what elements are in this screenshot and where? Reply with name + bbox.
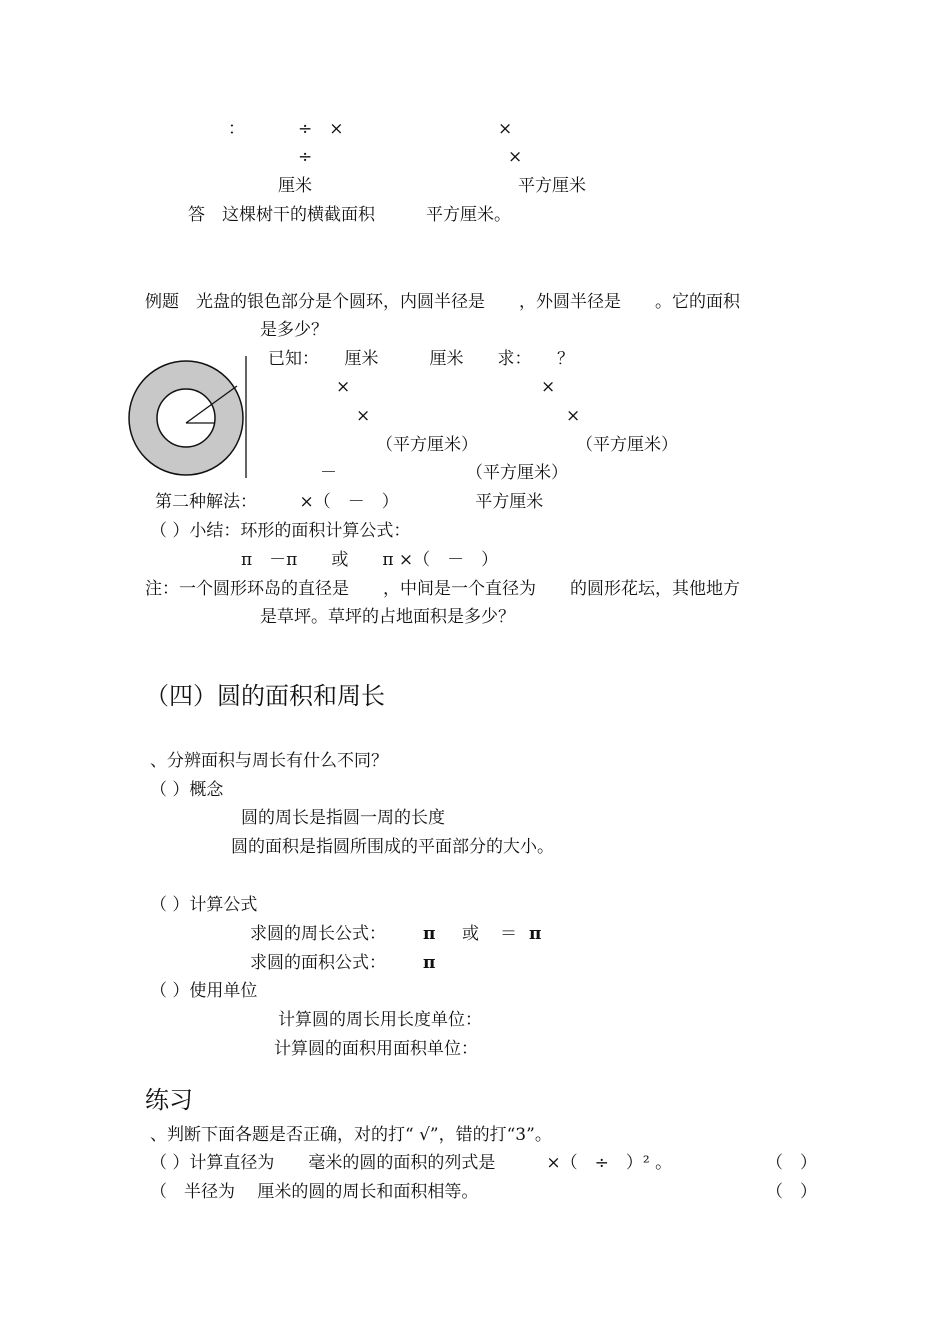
calc-times: × bbox=[356, 406, 371, 426]
calc-times: × bbox=[566, 406, 581, 426]
note-line1: 注：一个圆形环岛的直径是 ，中间是一个直径为 的圆形花坛，其他地方 bbox=[145, 579, 740, 599]
formula-heading: （ ）计算公式 bbox=[150, 895, 258, 915]
pi-symbol: π bbox=[529, 924, 542, 944]
calc-times: × bbox=[541, 377, 556, 397]
calc-div-times: ÷ × bbox=[298, 119, 344, 139]
practice-title: 练习 bbox=[145, 1086, 193, 1114]
or-text: 或 bbox=[462, 924, 479, 944]
concept-heading: （ ）概念 bbox=[150, 780, 224, 800]
area-formula-label: 求圆的面积公式： bbox=[250, 953, 386, 973]
practice-item: （ ）计算直径为 毫米的圆的面积的列式是 ×（ ÷ ）² 。 bbox=[150, 1153, 673, 1173]
known-line: 已知： 厘米 厘米 求： ？ bbox=[268, 349, 574, 369]
summary-line: （ ）小结：环形的面积计算公式： bbox=[150, 521, 411, 541]
circumference-unit: 计算圆的周长用长度单位： bbox=[278, 1010, 482, 1030]
calc-times: × bbox=[336, 377, 351, 397]
answer-line: 答 这棵树干的横截面积 平方厘米。 bbox=[188, 205, 511, 225]
calc-unit: （平方厘米） bbox=[576, 435, 678, 455]
unit-heading: （ ）使用单位 bbox=[150, 981, 258, 1001]
pi-symbol: π bbox=[423, 924, 436, 944]
calc-unit: （平方厘米） bbox=[466, 463, 568, 483]
example-line1: 例题 光盘的银色部分是个圆环，内圆半径是 ，外圆半径是 。它的面积 bbox=[145, 292, 740, 312]
circumference-def: 圆的周长是指圆一周的长度 bbox=[241, 808, 445, 828]
equals-sign: ＝ bbox=[500, 924, 517, 944]
note-line2: 是草坪。草坪的占地面积是多少？ bbox=[260, 607, 515, 627]
area-def: 圆的面积是指圆所围成的平面部分的大小。 bbox=[231, 837, 554, 857]
calc-unit-sqcm: 平方厘米 bbox=[518, 176, 586, 196]
calc-div: ÷ bbox=[298, 147, 313, 167]
circumference-formula-label: 求圆的周长公式： bbox=[250, 924, 386, 944]
area-unit: 计算圆的面积用面积单位： bbox=[274, 1039, 478, 1059]
calc-times: × bbox=[508, 147, 523, 167]
practice-item: （ 半径为 厘米的圆的周长和面积相等。 bbox=[150, 1182, 479, 1202]
answer-paren: （ ） bbox=[766, 1182, 817, 1202]
calc-colon: ： bbox=[228, 119, 245, 139]
pi-symbol: π bbox=[423, 953, 436, 973]
practice-question: 、判断下面各题是否正确，对的打“ √”，错的打“3”。 bbox=[150, 1125, 552, 1145]
second-method: 第二种解法： ×（ － ） 平方厘米 bbox=[155, 492, 544, 512]
ring-formula: π －π 或 π ×（ － ） bbox=[241, 550, 499, 570]
section-title: （四）圆的面积和周长 bbox=[145, 682, 385, 710]
inner-circle bbox=[157, 389, 215, 447]
answer-paren: （ ） bbox=[766, 1153, 817, 1173]
example-line2: 是多少？ bbox=[260, 320, 328, 340]
calc-unit-cm: 厘米 bbox=[278, 176, 312, 196]
calc-unit: （平方厘米） bbox=[376, 435, 478, 455]
question-line: 、分辨面积与周长有什么不同？ bbox=[150, 751, 388, 771]
calc-minus: － bbox=[320, 463, 337, 483]
calc-times: × bbox=[498, 119, 513, 139]
